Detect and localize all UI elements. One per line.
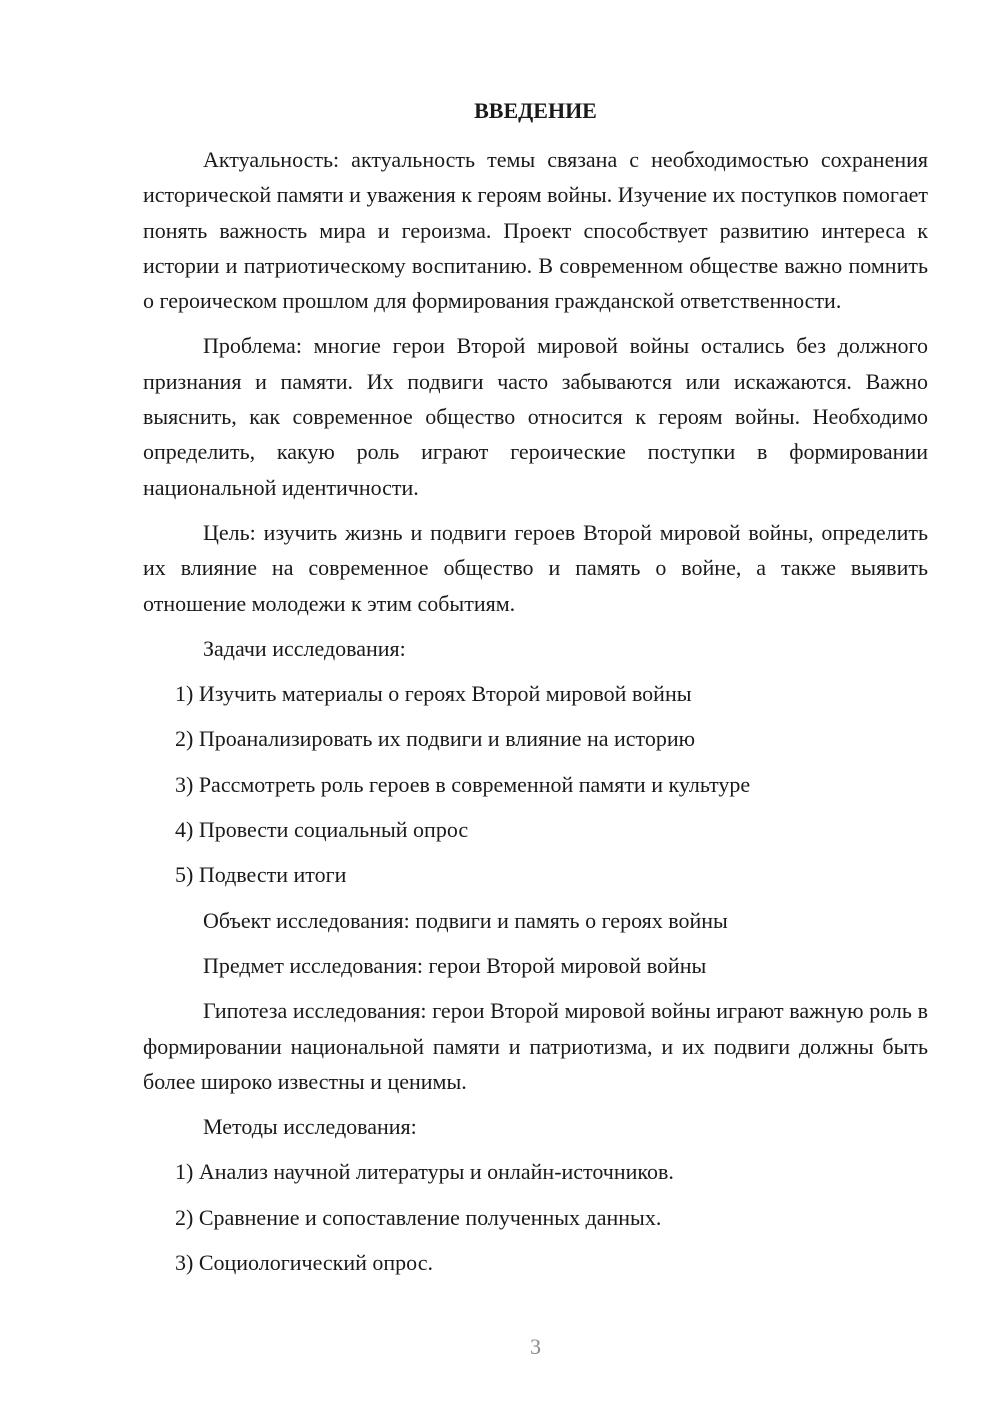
method-item: 3) Социологический опрос. [175, 1250, 433, 1276]
method-item: 2) Сравнение и сопоставление полученных данных. [175, 1204, 662, 1230]
task-item: 5) Подвести итоги [175, 862, 347, 888]
method-item: 1) Анализ научной литературы и онлайн-источников. [175, 1159, 674, 1185]
problem-paragraph: Проблема: многие герои Второй мировой войны остались без должного признания и памяти. Их подвиги часто забываются или искажаются. Важно выяснить, как современное общество относится к героям войны. Необходимо определить, какую роль играют героические поступки в формировании национальной идентичности. [143, 333, 928, 500]
task-item: 3) Рассмотреть роль героев в современной памяти и культуре [175, 771, 751, 797]
hypothesis-paragraph: Гипотеза исследования: герои Второй мировой войны играют важную роль в формировании национальной памяти и патриотизма, и их подвиги должны быть более широко известны и ценимы. [143, 998, 928, 1094]
document-page [143, 0, 928, 1414]
task-item: 4) Провести социальный опрос [175, 817, 469, 843]
document-body [143, 142, 928, 1290]
task-item: 2) Проанализировать их подвиги и влияние на историю [175, 726, 696, 752]
methods-label: Методы исследования: [203, 1114, 417, 1140]
task-item: 1) Изучить материалы о героях Второй мировой войны [175, 681, 692, 707]
page-number: 3 [530, 1334, 541, 1359]
subject-line: Предмет исследования: герои Второй мировой войны [203, 952, 707, 978]
object-line: Объект исследования: подвиги и память о героях войны [203, 907, 728, 933]
relevance-paragraph: Актуальность: актуальность темы связана с необходимостью сохранения исторической памяти и уважения к героям войны. Изучение их поступков помогает понять важность мира и героизма. Проект способствует развитию интереса к истории и патриотическому воспитанию. В современном обществе важно помнить о героическом прошлом для формирования гражданской ответственности. [143, 147, 928, 314]
tasks-label: Задачи исследования: [203, 635, 406, 661]
page-title: ВВЕДЕНИЕ [474, 98, 597, 123]
goal-paragraph: Цель: изучить жизнь и подвиги героев Второй мировой войны, определить их влияние на современное общество и память о войне, а также выявить отношение молодежи к этим событиям. [143, 519, 928, 616]
